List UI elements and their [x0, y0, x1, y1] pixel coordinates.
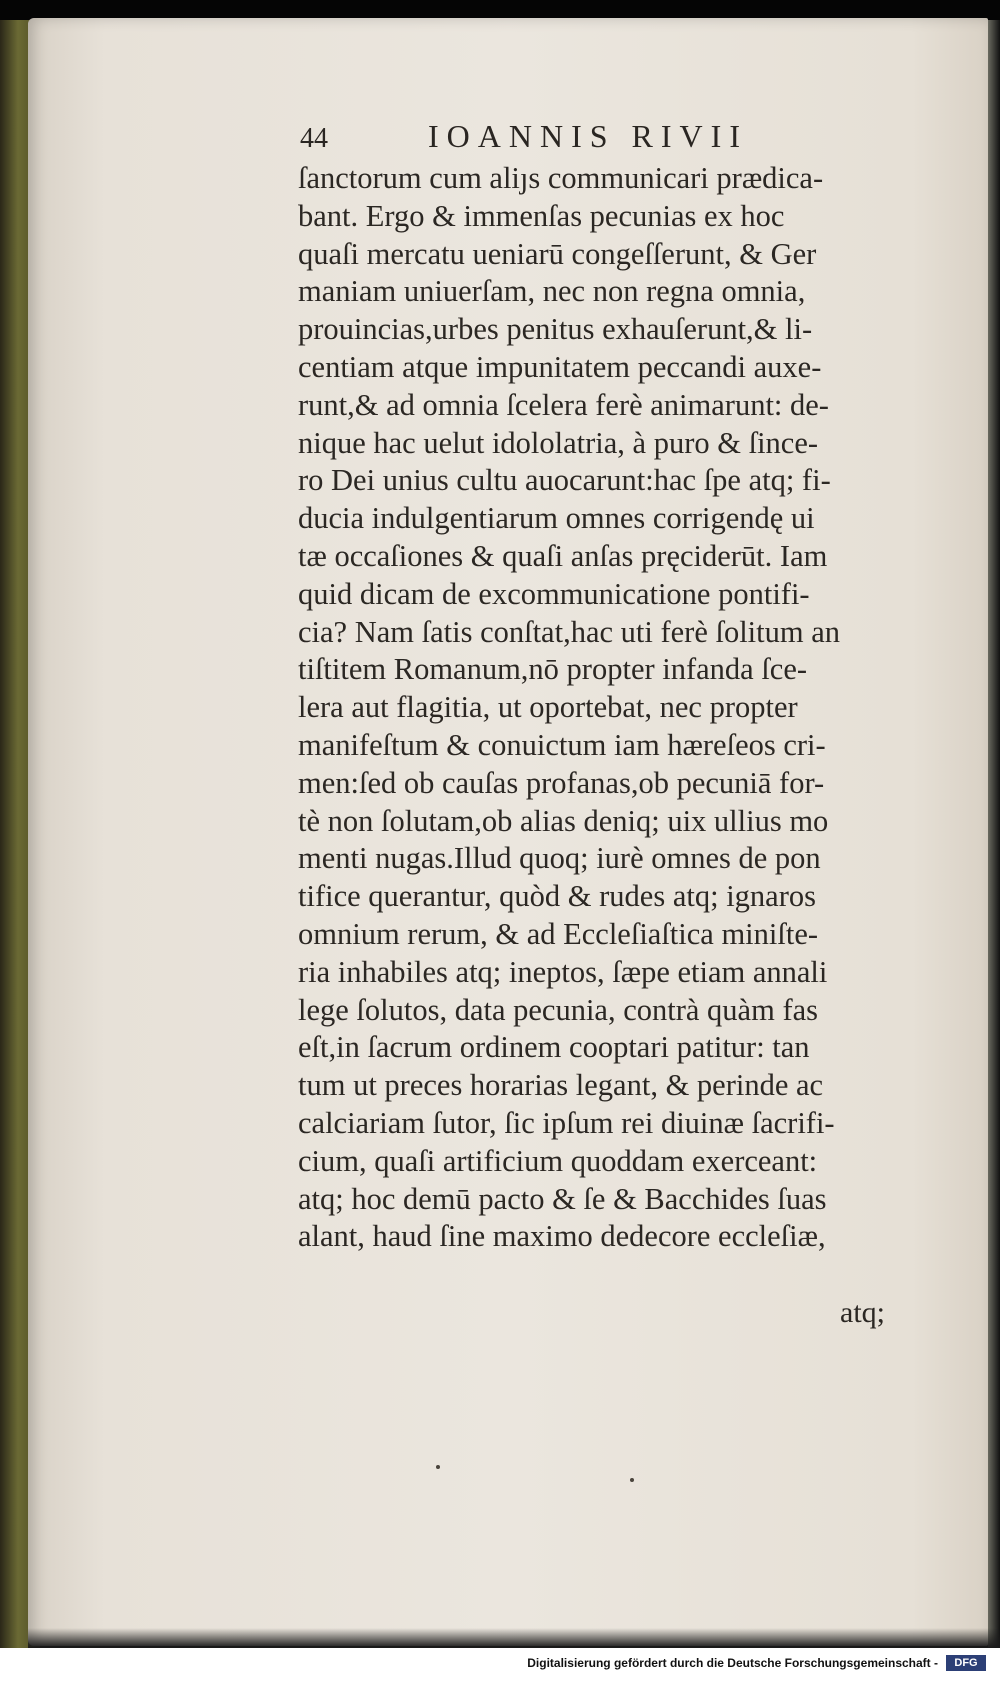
dfg-logo: DFG	[946, 1655, 986, 1671]
digitization-credit: Digitalisierung gefördert durch die Deutsche Forschungsgemeinschaft -	[527, 1656, 938, 1670]
text-line: ria inhabiles atq; ineptos, ſæpe etiam annali	[298, 954, 828, 989]
text-line: atq; hoc demū pacto & ſe & Bacchides ſuas	[298, 1181, 827, 1216]
text-line: tè non ſolutam,ob alias deniq; uix ullius mo	[298, 803, 829, 838]
text-line: lera aut flagitia, ut oportebat, nec propter	[298, 690, 798, 725]
text-line: ro Dei unius cultu auocarunt:hac ſpe atq; fi-	[298, 463, 831, 498]
text-line: cium, quaſi artificium quoddam exerceant:	[298, 1143, 818, 1178]
running-title: IOANNIS RIVII	[428, 118, 748, 154]
paper-speck	[630, 1478, 634, 1482]
paper-speck	[436, 1465, 440, 1469]
text-line: lege ſolutos, data pecunia, contrà quàm fas	[298, 992, 819, 1027]
text-line: tifice querantur, quòd & rudes atq; ignaros	[298, 879, 816, 914]
bottom-shadow	[28, 1628, 1000, 1648]
running-head	[300, 118, 820, 155]
text-line: manifeſtum & conuictum iam hæreſeos cri-	[298, 727, 826, 762]
body-text	[298, 160, 906, 1256]
text-line: eſt,in ſacrum ordinem cooptari patitur: tan	[298, 1030, 810, 1065]
text-line: centiam atque impunitatem peccandi auxe-	[298, 349, 822, 384]
text-line: ducia indulgentiarum omnes corrigendę ui	[298, 501, 815, 536]
text-line: tum ut preces horarias legant, & perinde ac	[298, 1068, 824, 1103]
text-line: omnium rerum, & ad Eccleſiaſtica miniſte-	[298, 916, 819, 951]
top-edge	[0, 0, 1000, 20]
text-line: quaſi mercatu ueniarū congeſſerunt, & Ger	[298, 236, 817, 271]
catchword: atq;	[840, 1296, 885, 1329]
text-line: tiſtitem Romanum,nō propter infanda ſce-	[298, 652, 808, 687]
text-line: runt,& ad omnia ſcelera ferè animarunt: de-	[298, 387, 829, 422]
text-line: prouincias,urbes penitus exhauſerunt,& li-	[298, 312, 813, 347]
text-line: tæ occaſiones & quaſi anſas pręciderūt. Iam	[298, 538, 828, 573]
text-line: men:ſed ob cauſas profanas,ob pecuniā for-	[298, 765, 825, 800]
text-line: ſanctorum cum aliȷs communicari prædica-	[298, 161, 824, 195]
right-page-edge	[988, 20, 1000, 1648]
text-line: bant. Ergo & immenſas pecunias ex hoc	[298, 198, 785, 233]
text-line: maniam uniuerſam, nec non regna omnia,	[298, 274, 806, 309]
text-line: menti nugas.Illud quoq; iurè omnes de pon	[298, 841, 821, 876]
text-line: quid dicam de excommunicatione pontifi-	[298, 576, 810, 611]
text-line: cia? Nam ſatis conſtat,hac uti ferè ſolitum an	[298, 614, 841, 649]
text-line: calciariam ſutor, ſic ipſum rei diuinæ ſacrifi-	[298, 1105, 835, 1140]
page-number: 44	[300, 123, 328, 154]
text-line: nique hac uelut idololatria, à puro & ſince-	[298, 425, 819, 460]
text-line: alant, haud ſine maximo dedecore eccleſiæ,	[298, 1219, 826, 1254]
